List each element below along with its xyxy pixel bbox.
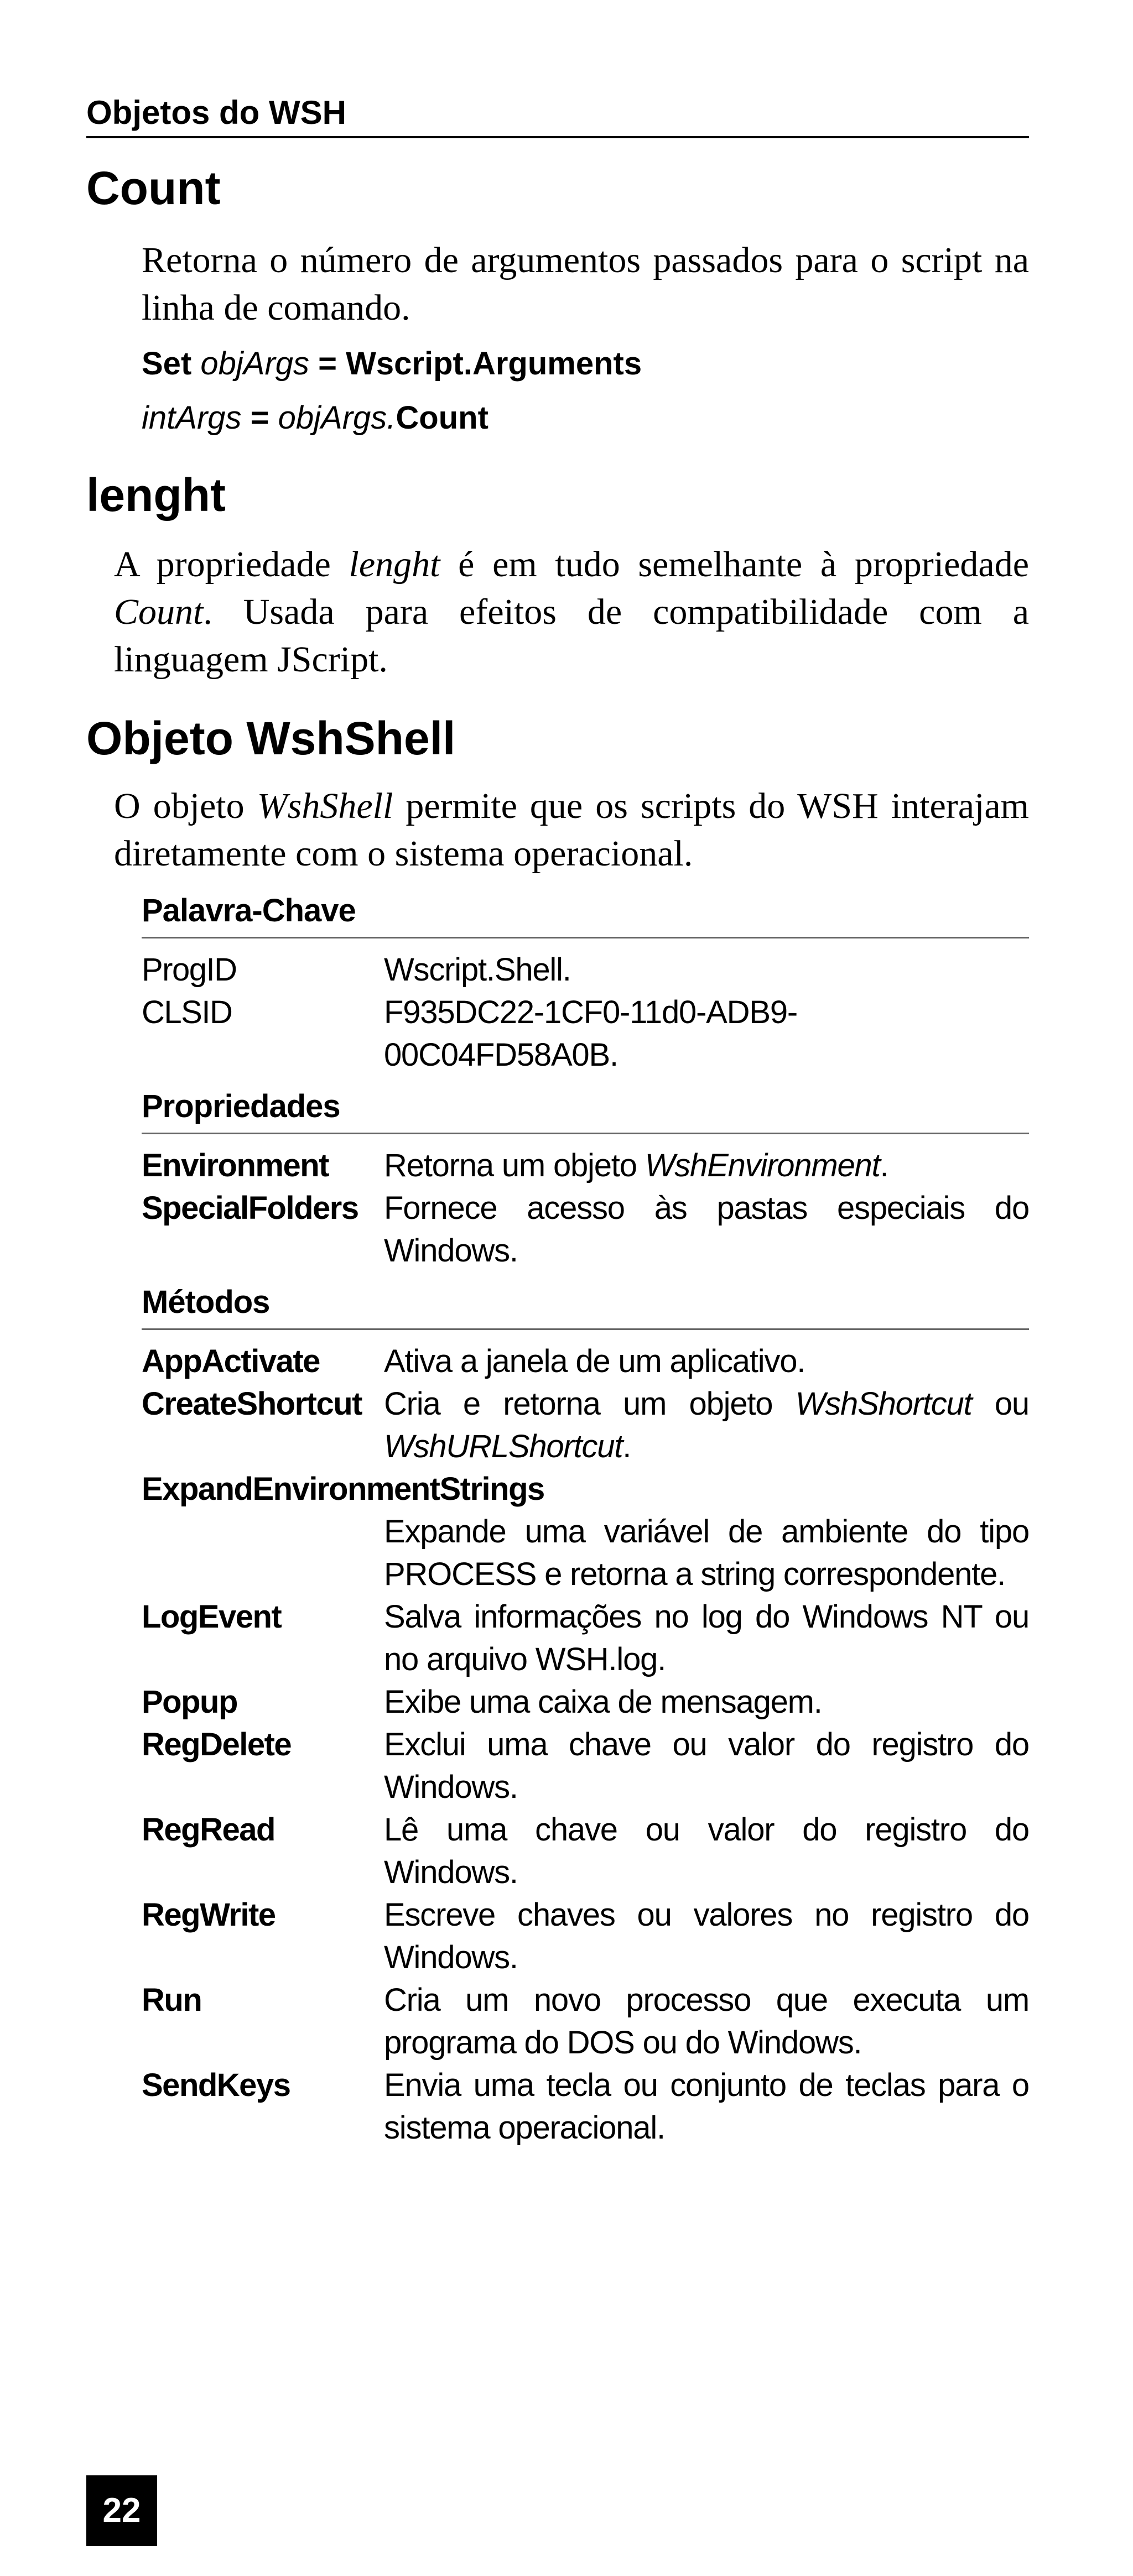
method-key: LogEvent	[142, 1599, 282, 1635]
wshshell-reference-table	[142, 890, 1029, 2149]
wshshell-paragraph	[114, 783, 1029, 878]
wshshell-em: WshShell	[257, 786, 393, 826]
wshshell-text-b: permite que os scripts do WSH interajam diretamente com o sistema operacional.	[114, 786, 1029, 874]
method-value: Ativa a janela de um aplicativo.	[384, 1343, 805, 1379]
methods-header: Métodos	[142, 1282, 1029, 1330]
lenght-em-count: Count	[114, 592, 204, 632]
property-value	[384, 1144, 1029, 1187]
table-row	[142, 2064, 1029, 2149]
lenght-text-a: A propriedade	[114, 544, 349, 585]
property-key: SpecialFolders	[142, 1190, 358, 1226]
method-key: ExpandEnvironmentStrings	[142, 1471, 544, 1507]
table-row	[142, 991, 1029, 1076]
property-em: WshEnvironment	[645, 1148, 880, 1183]
page-number: 22	[86, 2475, 157, 2546]
property-key: Environment	[142, 1148, 329, 1183]
table-row	[142, 1979, 1029, 2064]
method-value: Lê uma chave ou valor do registro do Windows.	[384, 1812, 1029, 1890]
table-row	[142, 1383, 1029, 1468]
running-head: Objetos do WSH	[86, 93, 1029, 138]
code-rest: = Wscript.Arguments	[309, 346, 642, 382]
method-em: WshURLShortcut	[384, 1428, 623, 1464]
method-value: Expande uma variável de ambiente do tipo PROCESS e retorna a string correspondente.	[384, 1514, 1029, 1592]
method-key: CreateShortcut	[142, 1386, 362, 1422]
keyword-value: F935DC22-1CF0-11d0-ADB9-00C04FD58A0B.	[384, 994, 798, 1073]
table-row	[142, 1595, 1029, 1681]
method-key: Popup	[142, 1684, 237, 1720]
table-row	[142, 1808, 1029, 1894]
method-value: Escreve chaves ou valores no registro do Windows.	[384, 1897, 1029, 1975]
lenght-em-lenght: lenght	[349, 544, 440, 585]
method-key: AppActivate	[142, 1343, 320, 1379]
lenght-text-c: . Usada para efeitos de compatibilidade com a linguagem JScript.	[114, 592, 1029, 680]
method-key: Run	[142, 1982, 202, 2018]
count-code-line-1	[142, 344, 642, 384]
table-row	[142, 1340, 1029, 1383]
keyword-header: Palavra-Chave	[142, 890, 1029, 938]
lenght-text-b: é em tudo semelhante à propriedade	[440, 544, 1030, 585]
keyword-key: ProgID	[142, 952, 237, 988]
method-value: Cria um novo processo que executa um programa do DOS ou do Windows.	[384, 1982, 1029, 2061]
keyword-value: Wscript.Shell.	[384, 952, 571, 988]
method-key: SendKeys	[142, 2067, 290, 2103]
method-value: Exibe uma caixa de mensagem.	[384, 1684, 822, 1720]
count-code-line-2	[142, 398, 488, 438]
code-prop-count: Count	[396, 400, 488, 436]
method-text: .	[622, 1428, 631, 1464]
table-row	[142, 1144, 1029, 1187]
method-text: Cria e retorna um objeto	[384, 1386, 796, 1422]
keyword-key: CLSID	[142, 994, 232, 1030]
wshshell-heading: Objeto WshShell	[86, 712, 456, 764]
lenght-heading: lenght	[86, 469, 226, 521]
method-key: RegWrite	[142, 1897, 276, 1933]
table-row	[142, 1894, 1029, 1979]
code-dot: .	[387, 400, 396, 436]
method-key: RegDelete	[142, 1727, 292, 1762]
method-value: Envia uma tecla ou conjunto de teclas para o sistema operacional.	[384, 2067, 1029, 2146]
code-var-objargs-2: objArgs	[278, 400, 387, 436]
method-value: Exclui uma chave ou valor do registro do Windows.	[384, 1727, 1029, 1805]
code-eq: =	[241, 400, 278, 436]
wshshell-text-a: O objeto	[114, 786, 257, 826]
method-text: ou	[971, 1386, 1029, 1422]
table-row	[142, 948, 1029, 991]
code-var-intargs: intArgs	[142, 400, 242, 436]
table-row	[142, 1187, 1029, 1272]
property-text: .	[880, 1148, 888, 1183]
method-value	[384, 1383, 1029, 1468]
method-value: Salva informações no log do Windows NT ou no arquivo WSH.log.	[384, 1599, 1029, 1677]
code-var-objargs: objArgs	[200, 346, 310, 382]
properties-header: Propriedades	[142, 1086, 1029, 1134]
table-row	[142, 1723, 1029, 1808]
code-keyword-set: Set	[142, 346, 192, 382]
count-description: Retorna o número de argumentos passados para o script na linha de comando.	[142, 240, 1029, 328]
lenght-paragraph	[114, 541, 1029, 684]
property-value: Fornece acesso às pastas especiais do Windows.	[384, 1190, 1029, 1269]
method-em: WshShortcut	[795, 1386, 972, 1422]
count-heading: Count	[86, 162, 221, 214]
property-text: Retorna um objeto	[384, 1148, 645, 1183]
method-key: RegRead	[142, 1812, 275, 1848]
table-row	[142, 1681, 1029, 1723]
